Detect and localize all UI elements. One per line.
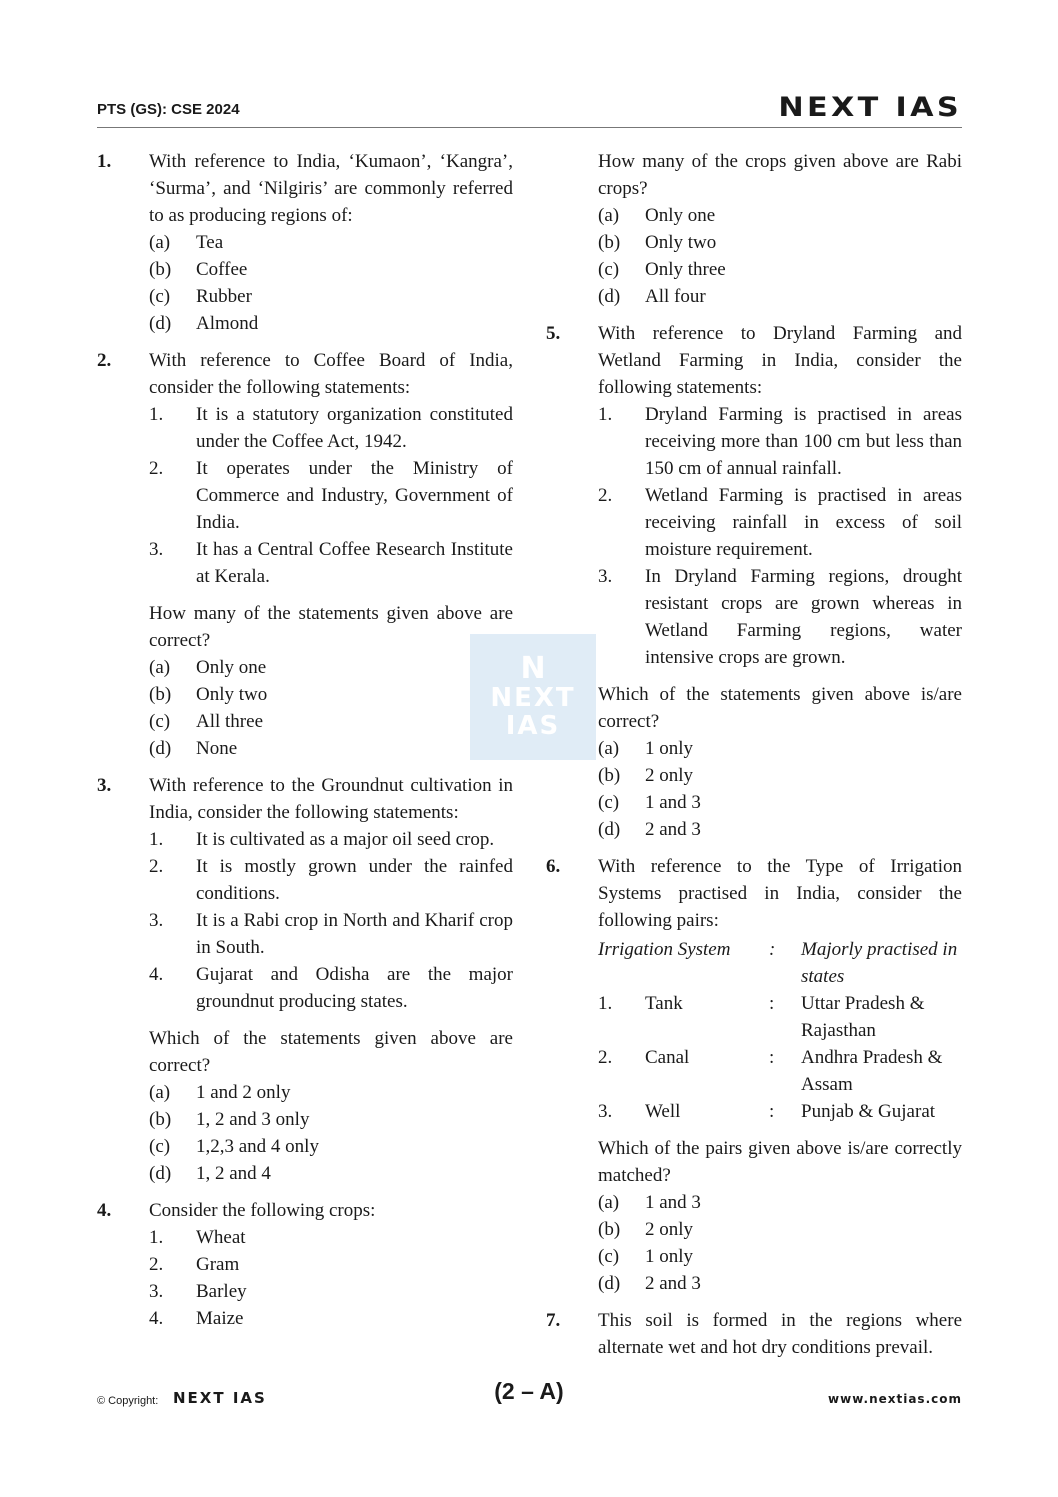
statement-list [598, 401, 962, 671]
option-b [149, 256, 513, 283]
pair-system: Canal [645, 1047, 690, 1068]
question-4 [97, 1197, 513, 1332]
statement-text: It is mostly grown under the rainfed conditions. [196, 856, 513, 904]
option-d [149, 310, 513, 337]
option-text: 1 and 2 only [196, 1082, 291, 1103]
statement-1 [598, 401, 962, 482]
statement-text: It is a Rabi crop in North and Kharif crop in South. [196, 910, 513, 958]
option-label: (d) [149, 313, 172, 334]
option-label: (d) [598, 1273, 621, 1294]
option-label: (a) [149, 657, 171, 678]
crop-text: Gram [196, 1254, 240, 1275]
option-list [149, 229, 513, 337]
question-stem: Consider the following crops: [149, 1200, 376, 1221]
footer-logo: NEXT IAS [173, 1389, 267, 1407]
option-d [598, 283, 962, 310]
question-number: 6. [546, 856, 561, 877]
option-c [149, 283, 513, 310]
question-prompt: Which of the statements given above are correct? [149, 1028, 513, 1076]
option-text: Only three [645, 259, 726, 280]
exam-title: PTS (GS): CSE 2024 [97, 101, 240, 118]
right-column [546, 148, 962, 1371]
option-label: (d) [149, 1163, 172, 1184]
option-text: 2 and 3 [645, 819, 701, 840]
crop-list [149, 1224, 513, 1332]
crop-label: 2. [149, 1254, 164, 1275]
statement-text: Gujarat and Odisha are the major groundnut producing states. [196, 964, 513, 1012]
option-text: Only two [196, 684, 268, 705]
statement-label: 4. [149, 964, 164, 985]
option-label: (c) [149, 711, 171, 732]
option-label: (c) [598, 792, 620, 813]
option-list [598, 735, 962, 843]
watermark-logo [470, 634, 596, 760]
crop-2 [149, 1251, 513, 1278]
question-stem: With reference to the Type of Irrigation Systems practised in India, consider the following pairs: [598, 856, 962, 931]
option-label: (a) [149, 1082, 171, 1103]
option-label: (a) [598, 205, 620, 226]
pair-number: 2. [598, 1047, 613, 1068]
option-c [598, 256, 962, 283]
question-prompt: How many of the statements given above are correct? [149, 603, 513, 651]
option-c [598, 789, 962, 816]
statement-label: 1. [598, 404, 613, 425]
option-text: None [196, 738, 238, 759]
option-text: Almond [196, 313, 259, 334]
option-a [598, 202, 962, 229]
statement-text: In Dryland Farming regions, drought resistant crops are grown whereas in Wetland Farming regions, water intensive crops are grown. [645, 566, 962, 668]
pair-number: 1. [598, 993, 613, 1014]
question-stem: With reference to Coffee Board of India, consider the following statements: [149, 350, 513, 398]
option-text: 2 and 3 [645, 1273, 701, 1294]
question-stem: With reference to the Groundnut cultivation in India, consider the following statements: [149, 775, 513, 823]
statement-2 [598, 482, 962, 563]
pair-system: Tank [645, 993, 683, 1014]
statement-1 [149, 401, 513, 455]
option-label: (d) [149, 738, 172, 759]
option-d [149, 1160, 513, 1187]
option-text: Tea [196, 232, 224, 253]
statement-label: 2. [598, 485, 613, 506]
question-prompt: Which of the statements given above is/are correct? [598, 684, 962, 732]
option-c [149, 1133, 513, 1160]
question-number: 4. [97, 1200, 112, 1221]
pairs-table [598, 936, 962, 1125]
crop-text: Maize [196, 1308, 244, 1329]
statement-label: 1. [149, 404, 164, 425]
option-b [149, 1106, 513, 1133]
option-b [598, 762, 962, 789]
question-2 [97, 347, 513, 762]
option-text: Only two [645, 232, 717, 253]
question-number: 2. [97, 350, 112, 371]
page-number: (2 – A) [494, 1378, 564, 1404]
option-a [598, 1189, 962, 1216]
question-stem: This soil is formed in the regions where alternate wet and hot dry conditions prevail. [598, 1310, 962, 1358]
option-c [598, 1243, 962, 1270]
option-label: (c) [149, 1136, 171, 1157]
question-6 [546, 853, 962, 1297]
option-list [598, 1189, 962, 1297]
option-text: Only one [196, 657, 267, 678]
option-label: (d) [598, 819, 621, 840]
option-text: Rubber [196, 286, 252, 307]
option-label: (b) [149, 1109, 172, 1130]
pairs-header [598, 936, 962, 990]
question-5 [546, 320, 962, 843]
left-column [97, 148, 513, 1342]
option-b [598, 229, 962, 256]
pair-states: Uttar Pradesh & Rajasthan [801, 993, 925, 1041]
crop-label: 4. [149, 1308, 164, 1329]
option-a [149, 654, 513, 681]
question-3 [97, 772, 513, 1187]
statement-text: Wetland Farming is practised in areas receiving rainfall in excess of soil moisture requirement. [645, 485, 962, 560]
statement-list [149, 401, 513, 590]
question-number: 3. [97, 775, 112, 796]
watermark-line-2: IAS [505, 711, 561, 741]
option-text: 1, 2 and 4 [196, 1163, 271, 1184]
statement-4 [149, 961, 513, 1015]
question-stem: With reference to Dryland Farming and Wetland Farming in India, consider the following statements: [598, 323, 962, 398]
question-number: 1. [97, 151, 112, 172]
option-c [149, 708, 513, 735]
question-stem: With reference to India, ‘Kumaon’, ‘Kangra’, ‘Surma’, and ‘Nilgiris’ are commonly referred to as producing regions of: [149, 151, 513, 226]
header-divider [97, 127, 962, 128]
option-text: 1, 2 and 3 only [196, 1109, 310, 1130]
option-label: (c) [149, 286, 171, 307]
question-7 [546, 1307, 962, 1361]
statement-text: It is a statutory organization constituted under the Coffee Act, 1942. [196, 404, 513, 452]
option-list [149, 654, 513, 762]
crop-label: 1. [149, 1227, 164, 1248]
option-text: All four [645, 286, 706, 307]
pair-number: 3. [598, 1101, 613, 1122]
option-text: 1 only [645, 1246, 694, 1267]
footer-website: www.nextias.com [828, 1392, 962, 1406]
pairs-header-sep: : [769, 939, 776, 960]
question-number: 7. [546, 1310, 561, 1331]
option-text: 1,2,3 and 4 only [196, 1136, 319, 1157]
option-label: (c) [598, 259, 620, 280]
statement-text: Dryland Farming is practised in areas receiving more than 100 cm but less than 150 cm of annual rainfall. [645, 404, 962, 479]
option-text: Coffee [196, 259, 248, 280]
pair-sep: : [769, 1047, 775, 1068]
option-list [598, 202, 962, 310]
option-d [149, 735, 513, 762]
pair-system: Well [645, 1101, 681, 1122]
pairs-header-left: Irrigation System [598, 939, 731, 960]
crop-4 [149, 1305, 513, 1332]
option-label: (b) [598, 765, 621, 786]
crop-3 [149, 1278, 513, 1305]
option-label: (c) [598, 1246, 620, 1267]
option-text: 2 only [645, 1219, 694, 1240]
statement-3 [149, 536, 513, 590]
statement-label: 2. [149, 856, 164, 877]
statement-label: 3. [149, 539, 164, 560]
statement-list [149, 826, 513, 1015]
statement-text: It is cultivated as a major oil seed crop. [196, 829, 495, 850]
option-label: (a) [598, 738, 620, 759]
statement-label: 1. [149, 829, 164, 850]
statement-label: 3. [598, 566, 613, 587]
pair-states: Andhra Pradesh & Assam [801, 1047, 943, 1095]
statement-1 [149, 826, 513, 853]
statement-text: It has a Central Coffee Research Institute at Kerala. [196, 539, 513, 587]
option-label: (a) [149, 232, 171, 253]
question-1 [97, 148, 513, 337]
option-list [149, 1079, 513, 1187]
option-text: All three [196, 711, 264, 732]
question-prompt: How many of the crops given above are Rabi crops? [598, 151, 962, 199]
option-b [598, 1216, 962, 1243]
option-a [149, 229, 513, 256]
pair-row-1 [598, 990, 962, 1044]
question-4-continued [546, 148, 962, 310]
footer-copyright: © Copyright: [97, 1395, 159, 1407]
watermark-mark: N [520, 651, 546, 686]
option-d [598, 816, 962, 843]
option-label: (b) [149, 259, 172, 280]
pair-sep: : [769, 993, 775, 1014]
pair-states: Punjab & Gujarat [801, 1101, 936, 1122]
question-number: 5. [546, 323, 561, 344]
option-d [598, 1270, 962, 1297]
option-a [598, 735, 962, 762]
option-text: Only one [645, 205, 716, 226]
header-logo: NEXT IAS [778, 92, 962, 123]
crop-text: Barley [196, 1281, 247, 1302]
crop-label: 3. [149, 1281, 164, 1302]
statement-2 [149, 853, 513, 907]
option-label: (b) [598, 232, 621, 253]
watermark-line-1: NEXT [490, 683, 576, 713]
statement-label: 2. [149, 458, 164, 479]
option-label: (a) [598, 1192, 620, 1213]
pair-sep: : [769, 1101, 775, 1122]
option-text: 1 only [645, 738, 694, 759]
statement-label: 3. [149, 910, 164, 931]
option-label: (d) [598, 286, 621, 307]
statement-2 [149, 455, 513, 536]
option-a [149, 1079, 513, 1106]
option-b [149, 681, 513, 708]
option-text: 1 and 3 [645, 1192, 701, 1213]
pairs-header-right: Majorly practised in states [801, 939, 958, 987]
statement-3 [149, 907, 513, 961]
option-text: 1 and 3 [645, 792, 701, 813]
option-label: (b) [149, 684, 172, 705]
statement-text: It operates under the Ministry of Commerce and Industry, Government of India. [196, 458, 513, 533]
crop-text: Wheat [196, 1227, 246, 1248]
question-prompt: Which of the pairs given above is/are correctly matched? [598, 1138, 962, 1186]
option-label: (b) [598, 1219, 621, 1240]
crop-1 [149, 1224, 513, 1251]
option-text: 2 only [645, 765, 694, 786]
pair-row-2 [598, 1044, 962, 1098]
statement-3 [598, 563, 962, 671]
pair-row-3 [598, 1098, 962, 1125]
